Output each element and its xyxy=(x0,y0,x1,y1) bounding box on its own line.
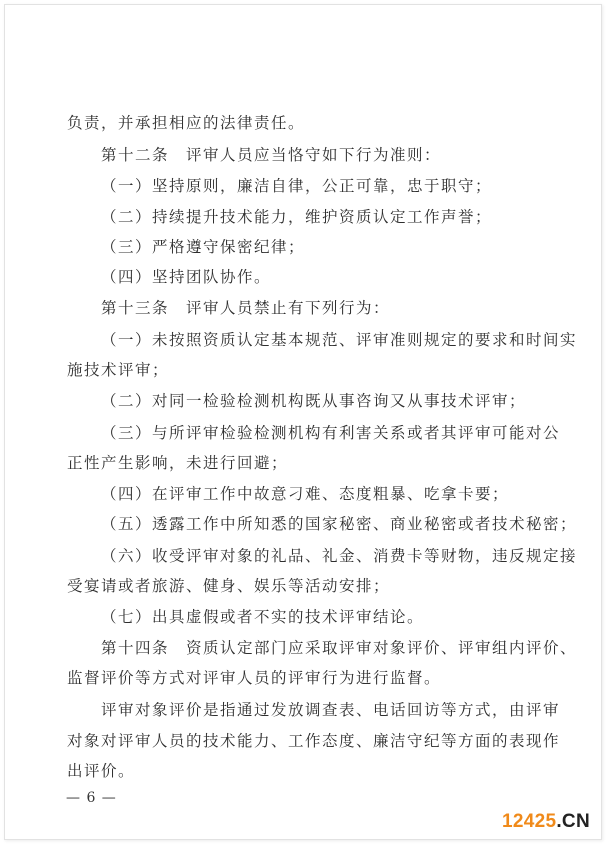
text-line-9: 施技术评审； xyxy=(67,361,170,379)
text-line-11: （三）与所评审检验检测机构有利害关系或者其评审可能对公 xyxy=(101,424,561,442)
page-number: — 6 — xyxy=(66,790,117,806)
text-line-21: 对象对评审人员的技术能力、工作态度、廉洁守纪等方面的表现作 xyxy=(67,732,561,750)
text-line-13: （四）在评审工作中故意刁难、态度粗暴、吃拿卡要； xyxy=(101,485,510,503)
text-line-10: （二）对同一检验检测机构既从事咨询又从事技术评审； xyxy=(101,392,527,410)
text-line-12: 正性产生影响，未进行回避； xyxy=(67,454,289,472)
text-line-17: （七）出具虚假或者不实的技术评审结论。 xyxy=(101,608,425,626)
text-line-15: （六）收受评审对象的礼品、礼金、消费卡等财物，违反规定接 xyxy=(101,547,578,565)
text-line-18: 第十四条 资质认定部门应采取评审对象评价、评审组内评价、 xyxy=(101,639,578,657)
text-line-19: 监督评价等方式对评审人员的评审行为进行监督。 xyxy=(67,669,442,687)
watermark-domain: .CN xyxy=(556,811,590,832)
text-line-20: 评审对象评价是指通过发放调查表、电话回访等方式，由评审 xyxy=(101,701,561,719)
text-line-8: （一）未按照资质认定基本规范、评审准则规定的要求和时间实 xyxy=(101,331,578,349)
text-line-4: （二）持续提升技术能力，维护资质认定工作声誉； xyxy=(101,208,493,226)
text-line-16: 受宴请或者旅游、健身、娱乐等活动安排； xyxy=(67,577,391,595)
text-line-7: 第十三条 评审人员禁止有下列行为： xyxy=(101,299,391,317)
text-line-3: （一）坚持原则，廉洁自律，公正可靠，忠于职守； xyxy=(101,177,493,195)
watermark-number: 12425 xyxy=(502,811,557,832)
text-line-1: 负责，并承担相应的法律责任。 xyxy=(67,114,306,132)
text-line-22: 出评价。 xyxy=(67,762,136,780)
text-line-5: （三）严格遵守保密纪律； xyxy=(101,238,306,256)
text-line-14: （五）透露工作中所知悉的国家秘密、商业秘密或者技术秘密； xyxy=(101,515,578,533)
text-line-2: 第十二条 评审人员应当恪守如下行为准则： xyxy=(101,146,442,164)
site-watermark xyxy=(502,811,590,833)
text-line-6: （四）坚持团队协作。 xyxy=(101,268,272,286)
